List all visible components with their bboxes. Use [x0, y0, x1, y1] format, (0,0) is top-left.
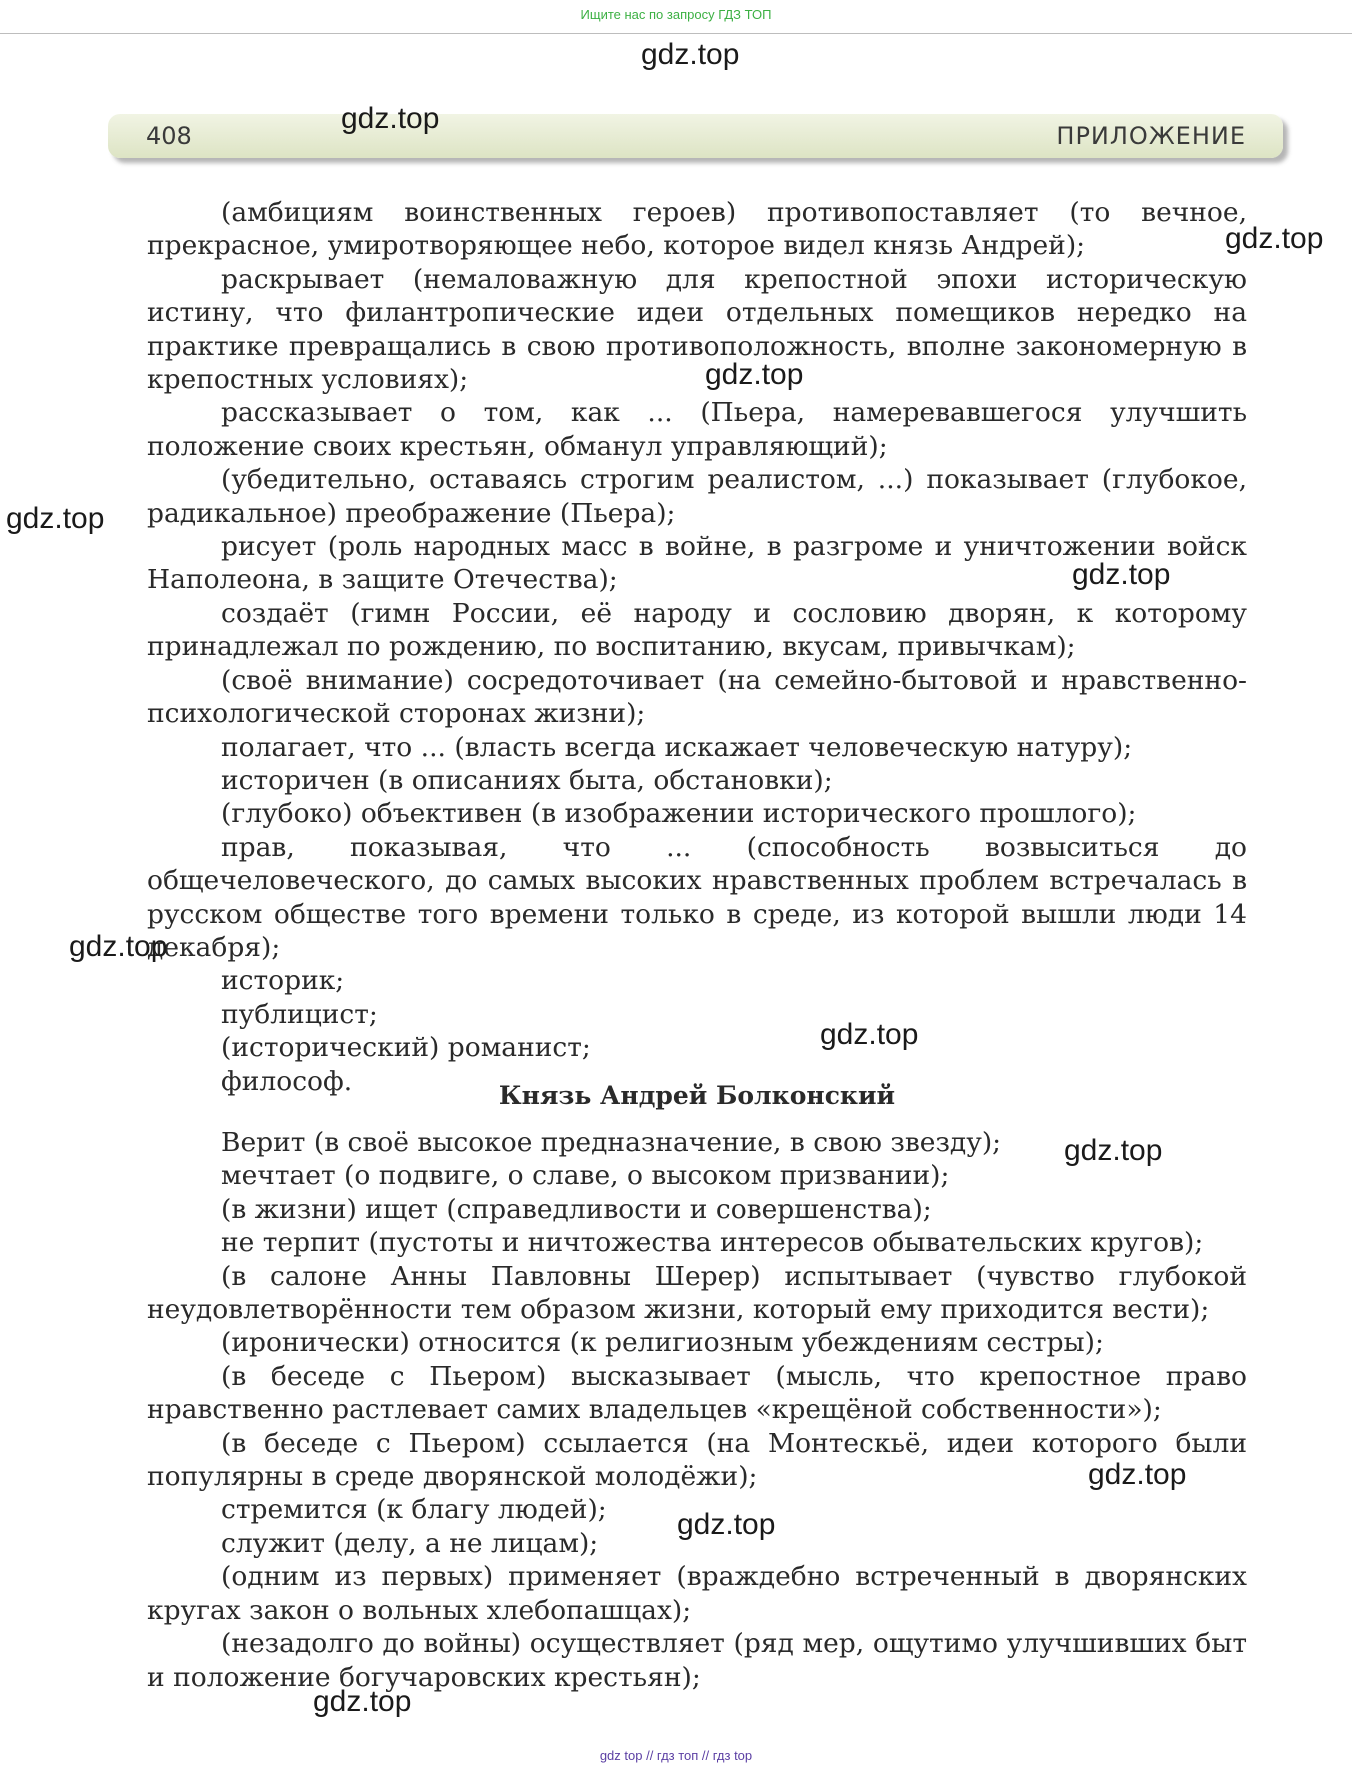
section-title: ПРИЛОЖЕНИЕ	[1056, 122, 1246, 150]
paragraph: публицист;	[221, 998, 378, 1030]
watermark: gdz.top	[69, 930, 168, 963]
bottom-banner: gdz top // гдз топ // гдз top	[599, 1748, 753, 1763]
watermark: gdz.top	[1225, 222, 1324, 255]
paragraph: (глубоко) объективен (в изображении исторического прошлого);	[221, 798, 1137, 830]
paragraph: не терпит (пустоты и ничтожества интересов обывательских кругов);	[221, 1227, 1204, 1259]
watermark: gdz.top	[1072, 558, 1171, 591]
text-block-2	[147, 1126, 1247, 1694]
paragraph: мечтает (о подвиге, о славе, о высоком призвании);	[221, 1160, 950, 1192]
paragraph: создаёт (гимн России, её народу и сословию дворян, к которому принадлежал по рождению, по воспитанию, вкусам, привычкам);	[147, 597, 1247, 663]
watermark: gdz.top	[641, 38, 740, 71]
paragraph: (амбициям воинственных героев) противопоставляет (то вечное, прекрасное, умиротворяющее небо, которое видел князь Андрей);	[147, 197, 1247, 262]
paragraph: историк;	[221, 965, 345, 997]
paragraph: (в жизни) ищет (справедливости и совершенства);	[221, 1193, 932, 1225]
watermark: gdz.top	[341, 102, 440, 135]
paragraph: (убедительно, оставаясь строгим реалистом, ...) показывает (глубокое, радикальное) преображение (Пьера);	[147, 464, 1247, 529]
paragraph: полагает, что ... (власть всегда искажает человеческую натуру);	[221, 731, 1133, 763]
paragraph: (в беседе с Пьером) высказывает (мысль, что крепостное право нравственно растлевает самих владельцев «крещёной собственности»);	[147, 1360, 1247, 1426]
paragraph: (одним из первых) применяет (враждебно встреченный в дворянских кругах закон о вольных хлебопашцах);	[147, 1561, 1247, 1626]
paragraph: историчен (в описаниях быта, обстановки);	[221, 764, 833, 796]
watermark: gdz.top	[820, 1018, 919, 1051]
watermark: gdz.top	[6, 502, 105, 535]
paragraph: служит (делу, а не лицам);	[221, 1527, 599, 1559]
watermark: gdz.top	[313, 1685, 412, 1718]
paragraph: Верит (в своё высокое предназначение, в свою звезду);	[221, 1127, 1002, 1158]
subheading: Князь Андрей Болконский	[498, 1081, 896, 1110]
paragraph: (незадолго до войны) осуществляет (ряд мер, ощутимо улучшивших быт и положение богучаровских крестьян);	[147, 1628, 1247, 1693]
paragraph: (исторический) романист;	[221, 1032, 591, 1064]
top-banner: Ищите нас по запросу ГДЗ ТОП	[0, 0, 1352, 34]
paragraph: стремится (к благу людей);	[221, 1494, 607, 1526]
watermark: gdz.top	[705, 358, 804, 391]
paragraph: философ.	[221, 1065, 353, 1097]
paragraph: прав, показывая, что ... (способность возвыситься до общечеловеческого, до самых высоких нравственных проблем встречалась в русском обществе того времени только в среде, из которой вышли люди 14 декабря);	[147, 831, 1247, 963]
page-number: 408	[146, 122, 192, 150]
paragraph: рассказывает о том, как ... (Пьера, намеревавшегося улучшить положение своих крестьян, обманул управляющий);	[147, 397, 1247, 462]
watermark: gdz.top	[677, 1508, 776, 1541]
watermark: gdz.top	[1088, 1458, 1187, 1491]
paragraph: (иронически) относится (к религиозным убеждениям сестры);	[221, 1327, 1104, 1359]
text-block-1	[147, 196, 1247, 1098]
paragraph: (своё внимание) сосредоточивает (на семейно-бытовой и нравственно-психологической сторонах жизни);	[147, 664, 1247, 730]
watermark: gdz.top	[1064, 1134, 1163, 1167]
paragraph: (в салоне Анны Павловны Шерер) испытывает (чувство глубокой неудовлетворённости тем образом жизни, который ему приходится вести);	[147, 1260, 1247, 1326]
paragraph: рисует (роль народных масс в войне, в разгроме и уничтожении войск Наполеона, в защите Отечества);	[147, 531, 1247, 596]
paragraph: раскрывает (немаловажную для крепостной эпохи историческую истину, что филантропические идеи отдельных помещиков нередко на практике превращались в свою противоположность, вполне закономерную в крепостных условиях);	[147, 263, 1247, 396]
paragraph: (в беседе с Пьером) ссылается (на Монтескьё, идеи которого были популярны в среде дворянской молодёжи);	[147, 1427, 1247, 1493]
